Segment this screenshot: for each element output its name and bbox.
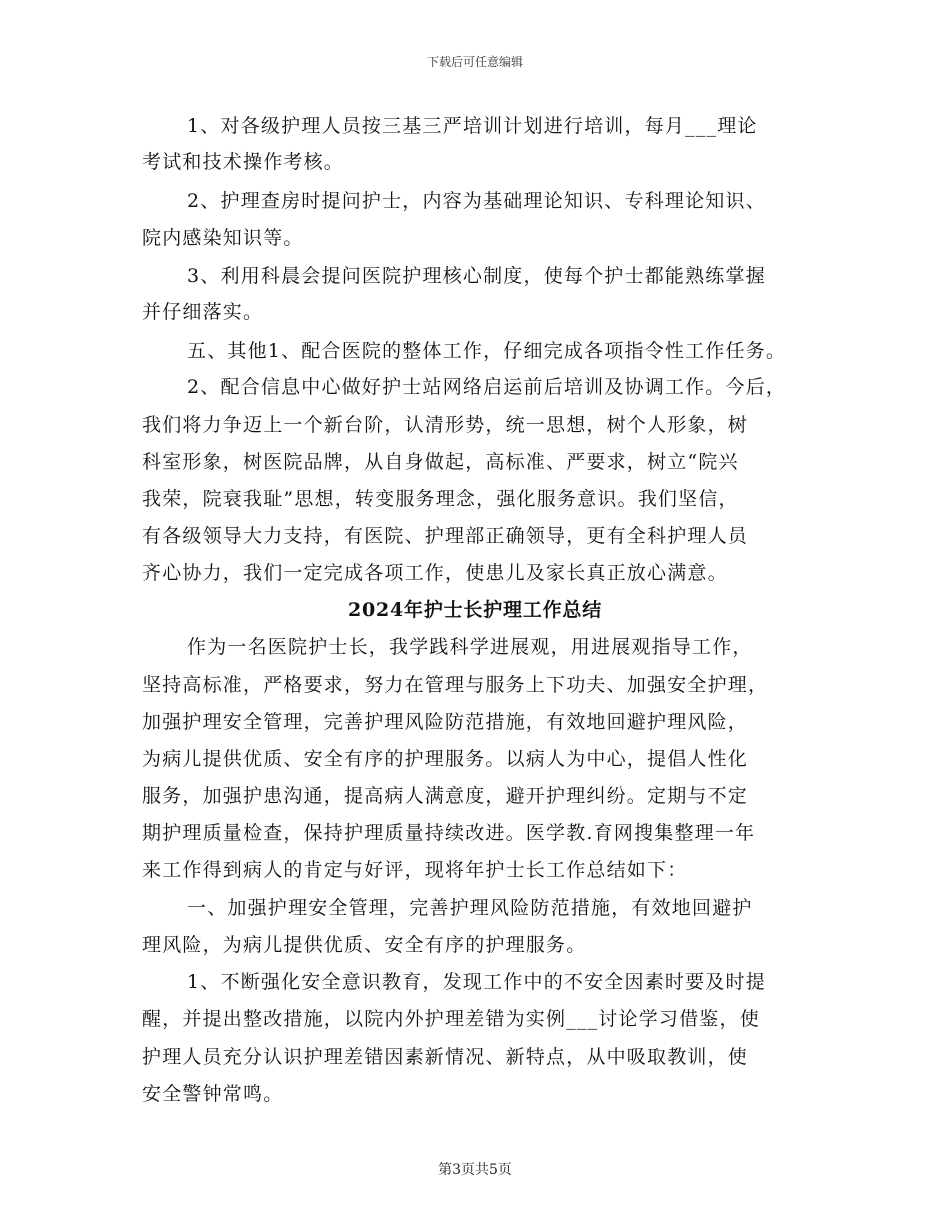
body-line: 齐心协力，我们一定完成各项工作，使患儿及家长真正放心满意。	[142, 562, 728, 584]
body-line: 2、护理查房时提问护士，内容为基础理论知识、专科理论知识、	[187, 190, 766, 212]
body-line: 醒，并提出整改措施，以院内外护理差错为实例___讨论学习借鉴，使	[142, 1008, 760, 1030]
body-line: 1、对各级护理人员按三基三严培训计划进行培训，每月___理论	[187, 115, 758, 137]
page-header: 下载后可任意编辑	[426, 55, 523, 69]
body-line: 来工作得到病人的肯定与好评，现将年护士长工作总结如下：	[142, 859, 688, 881]
page-footer: 第3页共5页	[438, 1162, 512, 1178]
body-line: 安全警钟常鸣。	[142, 1083, 284, 1105]
body-line: 院内感染知识等。	[142, 227, 304, 249]
body-line: 服务，加强护患沟通，提高病人满意度，避开护理纠纷。定期与不定	[142, 785, 749, 807]
body-line: 有各级领导大力支持，有医院、护理部正确领导，更有全科护理人员	[142, 525, 749, 547]
body-line: 一、加强护理安全管理，完善护理风险防范措施，有效地回避护	[187, 897, 753, 919]
body-line: 科室形象，树医院品牌，从自身做起，高标准、严要求，树立“院兴	[142, 451, 739, 473]
body-line: 护理人员充分认识护理差错因素新情况、新特点，从中吸取教训，使	[142, 1046, 749, 1068]
body-line: 1、不断强化安全意识教育，发现工作中的不安全因素时要及时提	[187, 971, 766, 993]
body-line: 3、利用科晨会提问医院护理核心制度，使每个护士都能熟练掌握	[187, 265, 766, 287]
body-line: 五、其他1、配合医院的整体工作，仔细完成各项指令性工作任务。	[187, 340, 787, 362]
body-line: 我们将力争迈上一个新台阶，认清形势，统一思想，树个人形象，树	[142, 414, 749, 436]
body-line: 理风险，为病儿提供优质、安全有序的护理服务。	[142, 934, 587, 956]
body-line: 我荣，院衰我耻”思想，转变服务理念，强化服务意识。我们坚信，	[142, 488, 739, 510]
body-line: 为病儿提供优质、安全有序的护理服务。以病人为中心，提倡人性化	[142, 748, 749, 770]
body-line: 作为一名医院护士长，我学践科学进展观，用进展观指导工作，	[187, 636, 753, 658]
body-line: 考试和技术操作考核。	[142, 151, 345, 173]
body-line: 期护理质量检查，保持护理质量持续改进。医学教.育网搜集整理一年	[142, 822, 756, 844]
section-title: 2024年护士长护理工作总结	[347, 599, 603, 621]
body-line: 加强护理安全管理，完善护理风险防范措施，有效地回避护理风险，	[142, 711, 749, 733]
body-line: 坚持高标准，严格要求，努力在管理与服务上下功夫、加强安全护理，	[142, 674, 769, 696]
body-line: 2、配合信息中心做好护士站网络启运前后培训及协调工作。今后，	[187, 376, 787, 398]
body-line: 并仔细落实。	[142, 301, 264, 323]
